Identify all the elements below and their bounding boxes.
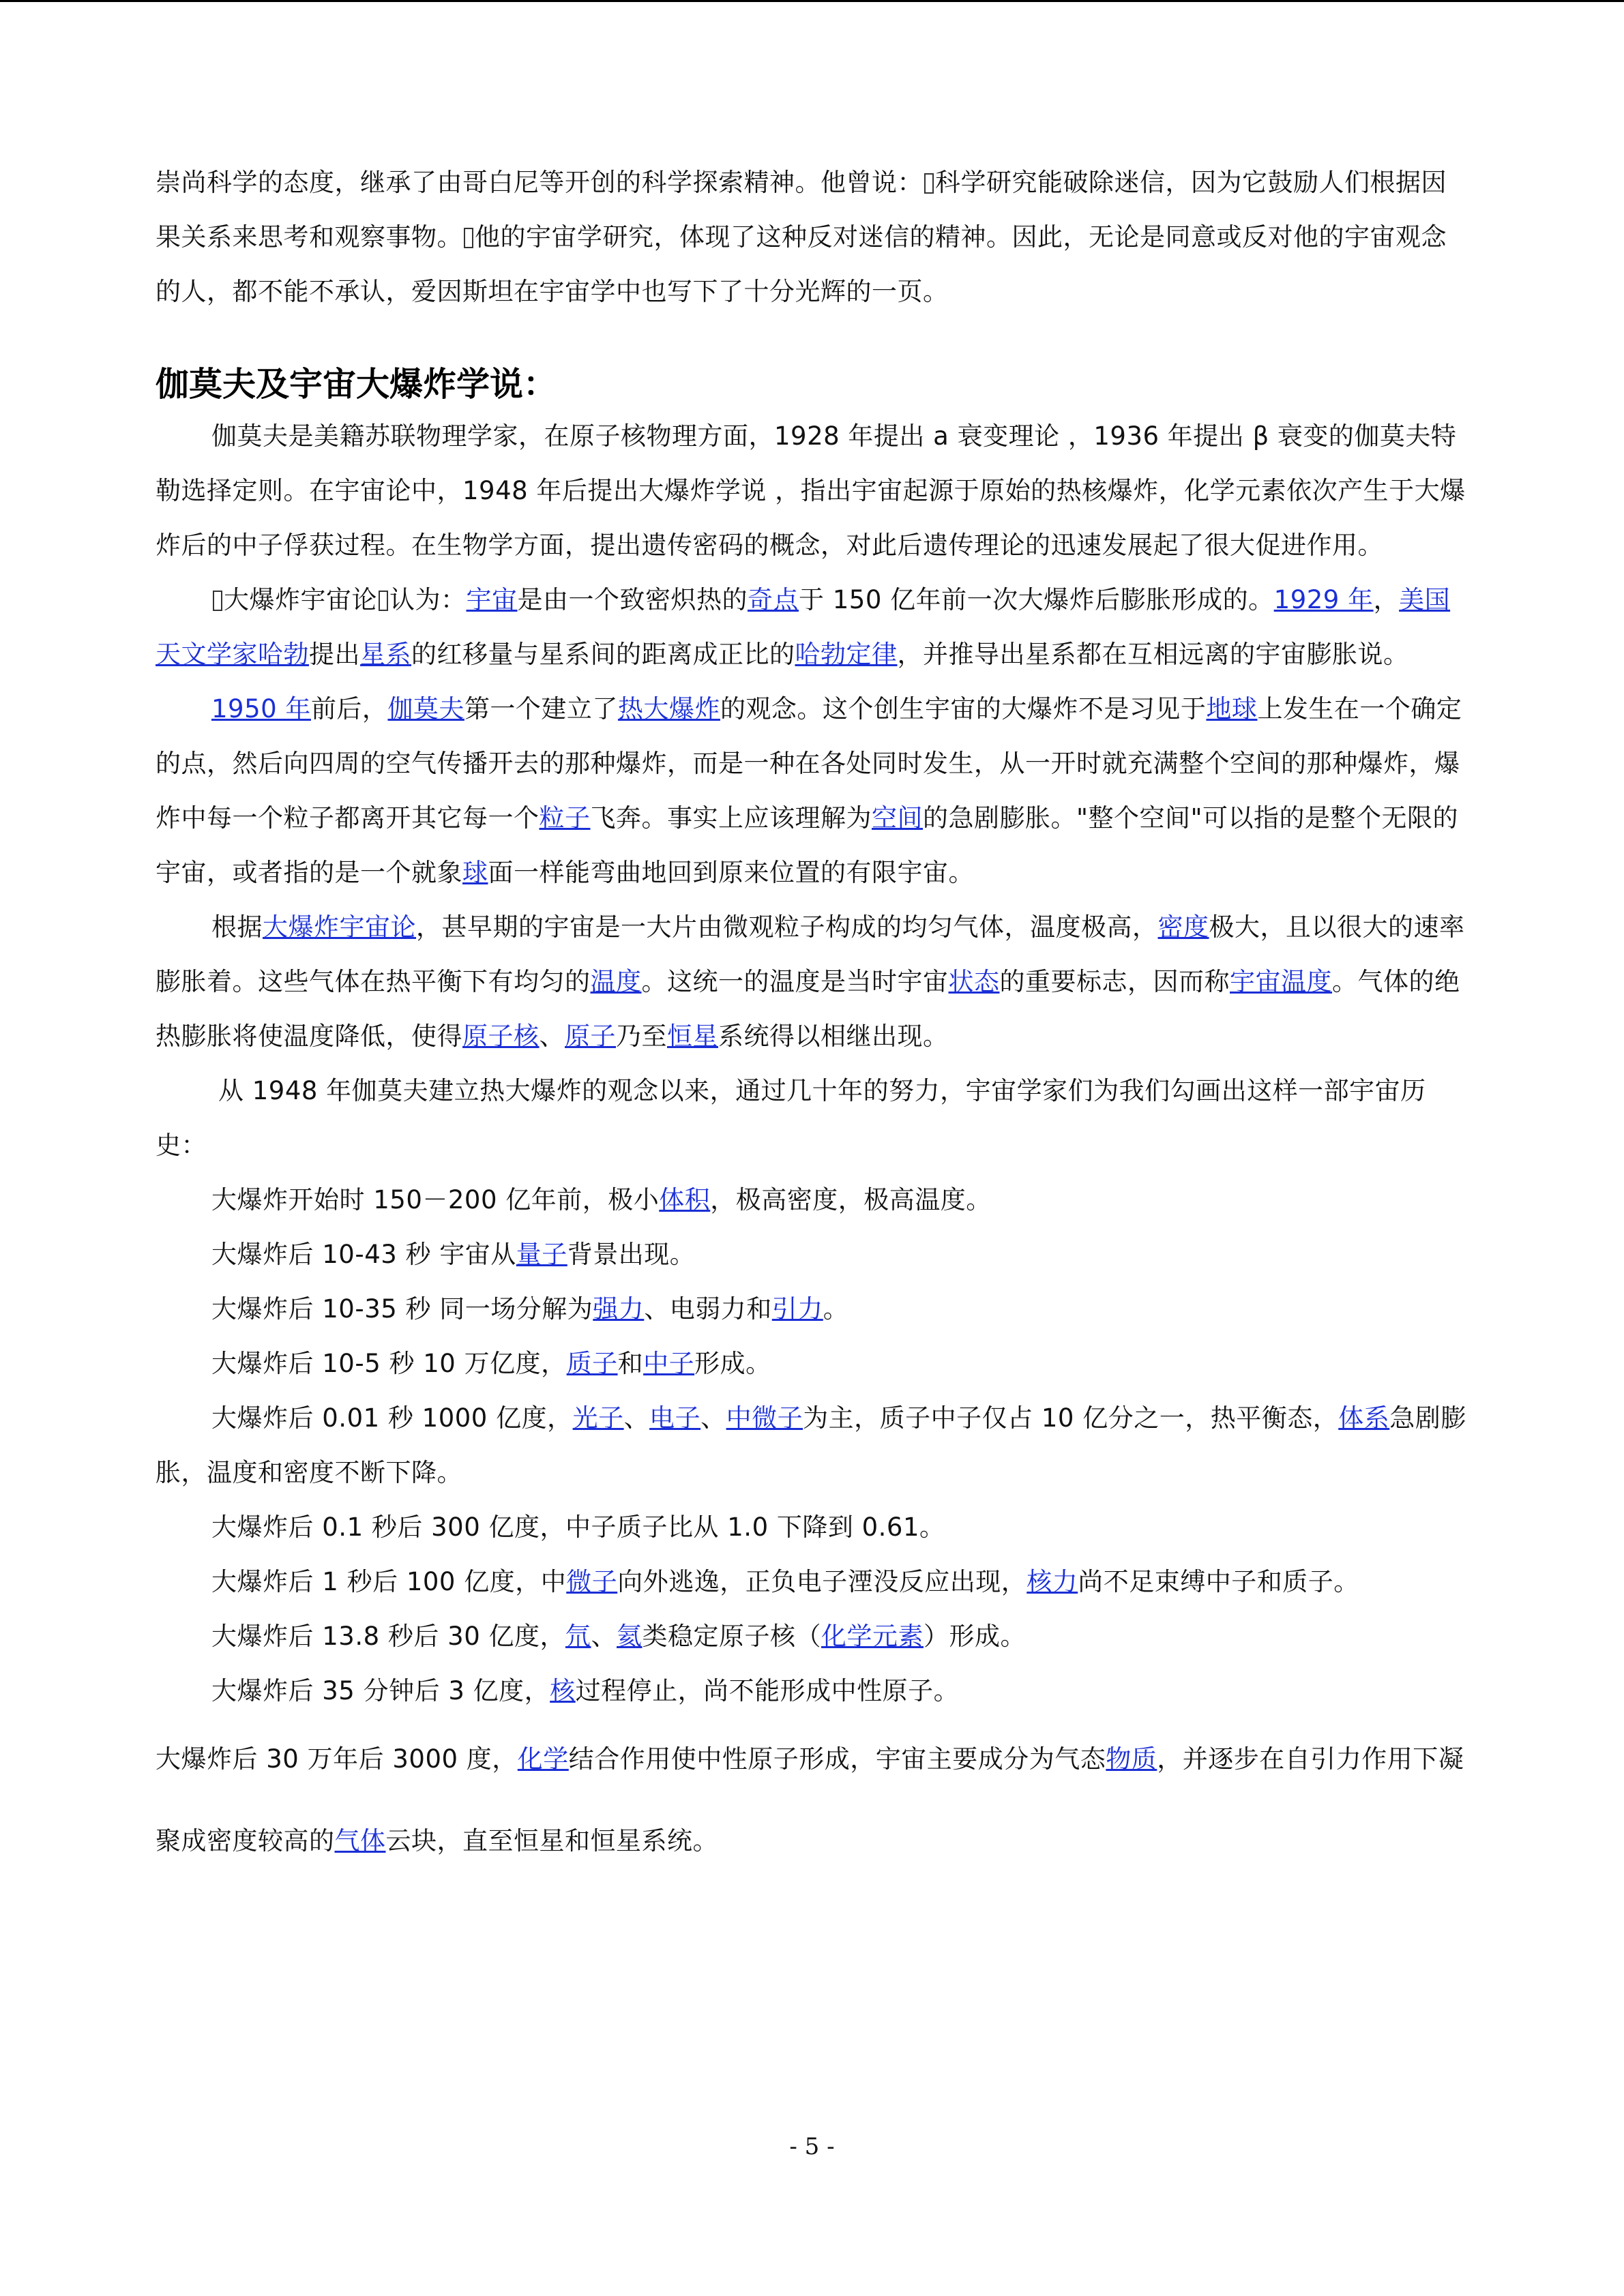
link-universe-temperature[interactable]: 宇宙温度 (1230, 967, 1332, 996)
history-intro-paragraph: 从 1948 年伽莫夫建立热大爆炸的观念以来，通过几十年的努力，宇宙学家们为我们勾画出这样一部宇宙历史： (156, 1076, 1426, 1160)
link-matter[interactable]: 物质 (1106, 1744, 1157, 1774)
section-heading: 伽莫夫及宇宙大爆炸学说： (156, 365, 557, 404)
link-nucleus[interactable]: 原子核 (462, 1022, 540, 1051)
link-1950[interactable]: 1950 年 (211, 694, 311, 724)
link-strong-force[interactable]: 强力 (593, 1294, 645, 1324)
link-nuclear-force[interactable]: 核力 (1027, 1567, 1078, 1596)
timeline-entry: 大爆炸后 35 分钟后 3 亿度，核过程停止，尚不能形成中性原子。 (211, 1676, 960, 1705)
link-hot-big-bang[interactable]: 热大爆炸 (617, 694, 720, 724)
timeline-entry: 大爆炸后 0.01 秒 1000 亿度，光子、电子、中微子为主，质子中子仅占 10 亿分之一，热平衡态，体系急剧膨胀，温度和密度不断下降。 (156, 1403, 1466, 1487)
link-hubble-law[interactable]: 哈勃定律 (795, 640, 898, 669)
link-big-bang-cosmology[interactable]: 大爆炸宇宙论 (263, 912, 416, 942)
link-chemical-elements[interactable]: 化学元素 (821, 1622, 924, 1651)
link-state[interactable]: 状态 (948, 967, 1000, 996)
link-1929[interactable]: 1929 年 (1273, 585, 1374, 614)
timeline-entry: 大爆炸开始时 150－200 亿年前，极小体积，极高密度，极高温度。 (211, 1185, 992, 1214)
link-xingxi[interactable]: 星系 (360, 640, 411, 669)
gamow-bio-paragraph: 伽莫夫是美籍苏联物理学家，在原子核物理方面，1928 年提出 a 衰变理论 ，1936 年提出 β 衰变的伽莫夫特勒选择定则。在宇宙论中，1948 年后提出大爆炸学说 ，指出宇宙起源于原始的热核爆炸，化学元素依次产生于大爆炸后的中子俘获过程。在生物学方面，提出遗传密码的概念，对此后遗传理论的迅速发展起了很大促进作用。 (156, 421, 1466, 560)
missing-glyph-box (464, 228, 473, 248)
missing-glyph-box (213, 591, 222, 611)
link-neutrino-2[interactable]: 微子 (566, 1567, 618, 1596)
link-quantum[interactable]: 量子 (516, 1240, 567, 1269)
timeline-entry: 大爆炸后 10-43 秒 宇宙从量子背景出现。 (211, 1240, 696, 1269)
link-qidian[interactable]: 奇点 (748, 585, 799, 614)
link-temperature[interactable]: 温度 (590, 967, 642, 996)
link-gravity[interactable]: 引力 (771, 1294, 823, 1324)
hot-big-bang-paragraph: 1950 年前后，伽莫夫第一个建立了热大爆炸的观念。这个创生宇宙的大爆炸不是习见于地球上发生在一个确定的点，然后向四周的空气传播开去的那种爆炸，而是一种在各处同时发生，从一开时就充满整个空间的那种爆炸，爆炸中每一个粒子都离开其它每一个粒子飞奔。事实上应该理解为空间的急剧膨胀。"整个空间"可以指的是整个无限的宇宙，或者指的是一个就象球面一样能弯曲地回到原来位置的有限宇宙。 (156, 694, 1462, 887)
link-earth[interactable]: 地球 (1206, 694, 1258, 724)
link-particle[interactable]: 粒子 (539, 803, 591, 833)
link-gamow[interactable]: 伽莫夫 (387, 694, 464, 724)
timeline-entry: 大爆炸后 10-5 秒 10 万亿度，质子和中子形成。 (211, 1349, 771, 1378)
timeline-entry: 大爆炸后 0.1 秒后 300 亿度，中子质子比从 1.0 下降到 0.61。 (211, 1512, 945, 1542)
intro-paragraph: 崇尚科学的态度，继承了由哥白尼等开创的科学探索精神。他曾说： 科学研究能破除迷信，因为它鼓励人们根据因果关系来思考和观察事物。 他的宇宙学研究，体现了这种反对迷信的精神。因此，无论是同意或反对他的宇宙观念的人，都不能不承认，爱因斯坦在宇宙学中也写下了十分光辉的一页。 (156, 168, 1447, 306)
missing-glyph-box (379, 591, 388, 611)
timeline-entry: 大爆炸后 1 秒后 100 亿度，中微子向外逃逸，正负电子湮没反应出现，核力尚不足束缚中子和质子。 (211, 1567, 1359, 1596)
link-helium[interactable]: 氦 (617, 1622, 643, 1651)
missing-glyph-box (924, 173, 934, 194)
link-density[interactable]: 密度 (1157, 912, 1209, 942)
timeline-entry: 大爆炸后 13.8 秒后 30 亿度，氘、氦类稳定原子核（化学元素）形成。 (211, 1622, 1027, 1651)
link-deuterium[interactable]: 氘 (565, 1622, 591, 1651)
link-proton[interactable]: 质子 (566, 1349, 618, 1378)
link-photon[interactable]: 光子 (572, 1403, 624, 1433)
link-nucleus-2[interactable]: 核 (550, 1676, 576, 1705)
top-border (0, 0, 1624, 2)
link-hubble[interactable]: 美国天文学家哈勃 (156, 585, 1451, 669)
timeline-entry: 大爆炸后 10-35 秒 同一场分解为强力、电弱力和引力。 (211, 1294, 849, 1324)
link-gas[interactable]: 气体 (334, 1826, 386, 1855)
link-chemistry[interactable]: 化学 (517, 1744, 569, 1774)
link-space[interactable]: 空间 (872, 803, 923, 833)
early-universe-paragraph: 根据大爆炸宇宙论，甚早期的宇宙是一大片由微观粒子构成的均匀气体，温度极高，密度极大，且以很大的速率膨胀着。这些气体在热平衡下有均匀的温度。这统一的温度是当时宇宙状态的重要标志，因而称宇宙温度。气体的绝热膨胀将使温度降低，使得原子核、原子乃至恒星系统得以相继出现。 (156, 912, 1465, 1051)
link-ball[interactable]: 球 (462, 858, 488, 887)
page-number: - 5 - (789, 2133, 835, 2160)
link-volume[interactable]: 体积 (659, 1185, 711, 1214)
link-electron[interactable]: 电子 (649, 1403, 701, 1433)
big-bang-theory-paragraph: 大爆炸宇宙论 认为：宇宙是由一个致密炽热的奇点于 150 亿年前一次大爆炸后膨胀形成的。1929 年，美国天文学家哈勃提出星系的红移量与星系间的距离成正比的哈勃定律，并推导出星系都在互相远离的宇宙膨胀说。 (156, 585, 1451, 669)
link-star[interactable]: 恒星 (667, 1022, 718, 1051)
document-page (156, 155, 1468, 1882)
link-neutron[interactable]: 中子 (643, 1349, 695, 1378)
final-paragraph: 大爆炸后 30 万年后 3000 度，化学结合作用使中性原子形成，宇宙主要成分为气态物质，并逐步在自引力作用下凝聚成密度较高的气体云块，直至恒星和恒星系统。 (156, 1744, 1464, 1855)
link-atom[interactable]: 原子 (565, 1022, 616, 1051)
link-yuzhou[interactable]: 宇宙 (466, 585, 518, 614)
link-system[interactable]: 体系 (1338, 1403, 1390, 1433)
link-neutrino[interactable]: 中微子 (726, 1403, 803, 1433)
